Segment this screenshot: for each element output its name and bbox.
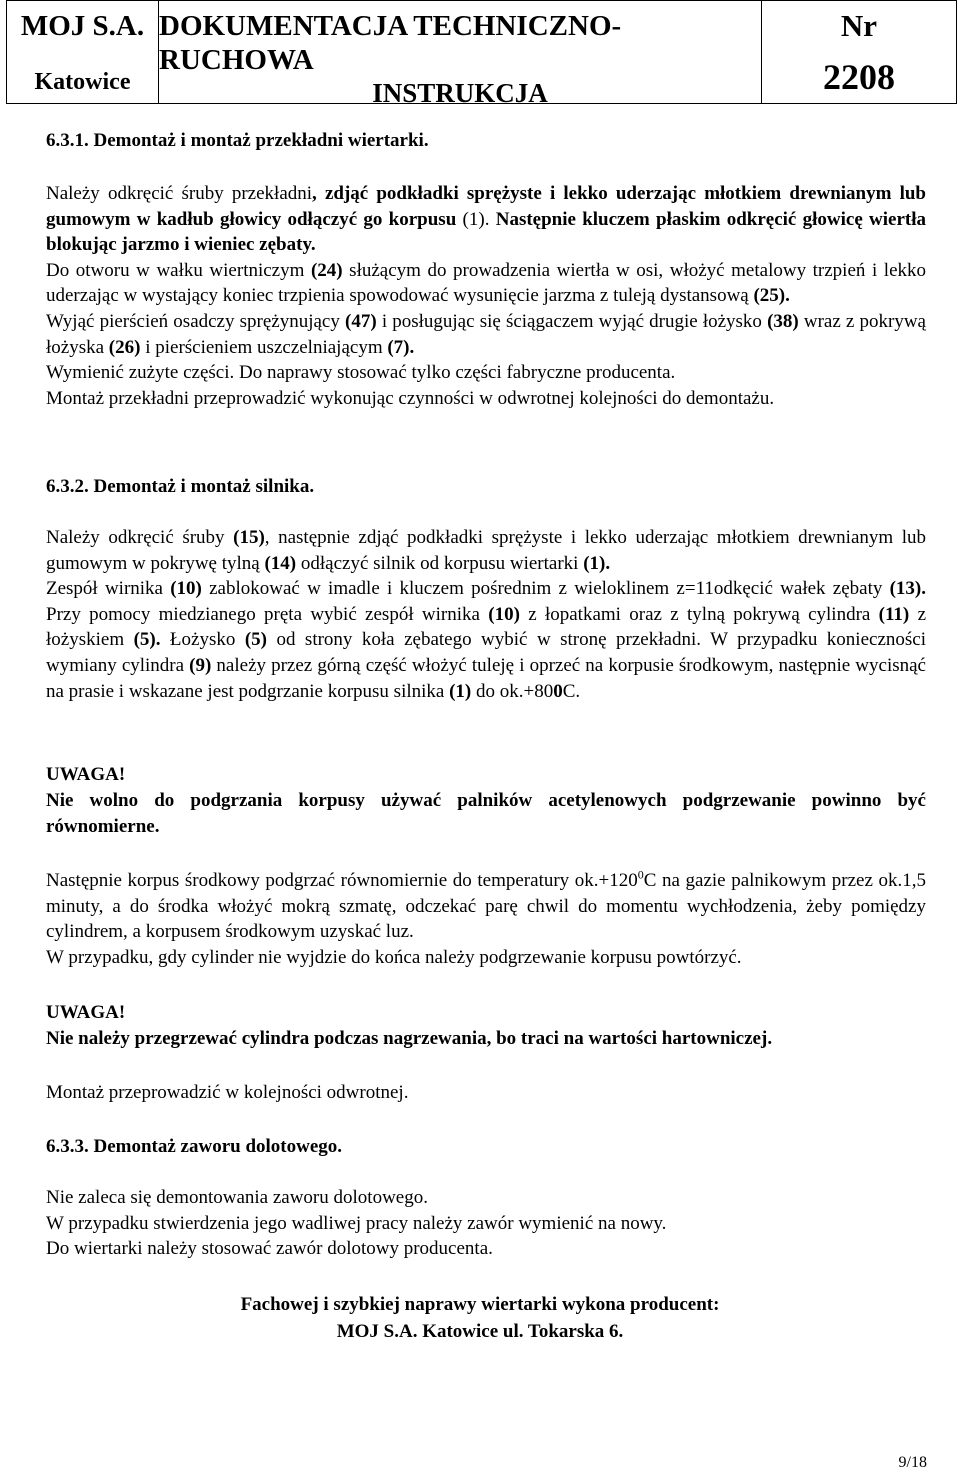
company-name: MOJ S.A. — [20, 10, 145, 42]
company-city: Katowice — [34, 69, 131, 95]
warning-label: UWAGA! — [46, 764, 126, 785]
document-header — [6, 0, 957, 108]
paragraph: Należy odkręcić śruby (15), następnie zdjąć podkładki sprężyste i lekko uderzając młotkiem drewnianym lub gumowym w pokrywę tylną (14) odłączyć silnik od korpusu wiertarki (1). — [46, 527, 926, 574]
warning-1 — [46, 762, 926, 840]
header-title-cell — [159, 1, 762, 108]
number-value: 2208 — [823, 57, 895, 97]
warning-text: Nie należy przegrzewać cylindra podczas nagrzewania, bo traci na wartości hartowniczej. — [46, 1028, 773, 1049]
page-number: 9/18 — [898, 1454, 927, 1471]
document-title: DOKUMENTACJA TECHNICZNO-RUCHOWA — [159, 10, 622, 76]
paragraph: Do otworu w wałku wiertniczym (24) służącym do prowadzenia wiertła w osi, włożyć metalowy trzpień i lekko uderzając w wystający koniec trzpienia spowodować wysunięcie jarzma z tuleją dystansową (25). — [46, 259, 926, 307]
paragraph: Wymienić zużyte części. Do naprawy stosować tylko części fabryczne producenta. — [46, 362, 676, 384]
paragraph: Montaż przeprowadzić w kolejności odwrotnej. — [46, 1082, 409, 1103]
warning-label: UWAGA! — [46, 1002, 126, 1023]
header-company-cell — [7, 1, 159, 103]
paragraph: Następnie korpus środkowy podgrzać równomiernie do temperatury $ok.+120^0C$ na gazie palnikowym przez ok.1,5 minuty, a do środka włożyć mokrą szmatę, odczekać parę chwil do momentu wychłodzenia, żeby pomiędzy cylindrem, a korpusem środkowym uzyskać luz. — [46, 867, 926, 943]
paragraph: Montaż przekładni przeprowadzić wykonując czynności w odwrotnej kolejności do demontażu. — [46, 387, 775, 409]
footer-line-2: MOJ S.A. Katowice ul. Tokarska 6. — [336, 1321, 624, 1342]
paragraph: Zespół wirnika (10) zablokować w imadle i kluczem pośrednim z wieloklinem z=11odkęcić wałek zębaty (13). Przy pomocy miedzianego pręta wybić zespół wirnika (10) z łopatkami oraz z tylną pokrywą cylindra (11) z łożyskiem (5). Łożysko (5) od strony koła zębatego wybić w stronę przekładni. W przypadku konieczności wymiany cylindra (9) należy przez górną część włożyć tuleję i oprzeć na korpusie środkowym, następnie wycisnąć na prasie i wskazane jest podgrzanie korpusu silnika (1) do ok.+800C. — [46, 578, 927, 702]
document-type: INSTRUKCJA — [372, 78, 548, 108]
section-633-body — [46, 1185, 926, 1262]
number-label: Nr — [840, 8, 878, 43]
section-632-body — [46, 525, 926, 704]
paragraph: Nie zaleca się demontowania zaworu dolotowego. — [46, 1187, 428, 1208]
section-631-title: 6.3.1. Demontaż i montaż przekładni wiertarki. — [46, 130, 429, 151]
header-number-cell — [762, 1, 956, 103]
section-631-body — [46, 181, 926, 411]
paragraph: Należy odkręcić śruby przekładni, zdjąć podkładki sprężyste i lekko uderzając młotkiem drewnianym lub gumowym w kadłub głowicy odłączyć go korpusu (1). Następnie kluczem płaskim odkręcić głowicę wiertła blokując jarzmo i wieniec zębaty. — [46, 183, 926, 256]
warning-text: Nie wolno do podgrzania korpusy używać palników acetylenowych podgrzewanie powinno być równomierne. — [46, 790, 926, 837]
section-632-title: 6.3.2. Demontaż i montaż silnika. — [46, 476, 315, 497]
section-633-title: 6.3.3. Demontaż zaworu dolotowego. — [46, 1136, 343, 1157]
footer-note — [0, 1291, 960, 1345]
section-632-closing — [46, 1080, 926, 1106]
warning-2 — [46, 1000, 926, 1052]
section-632-body-2 — [46, 868, 926, 970]
paragraph: W przypadku, gdy cylinder nie wyjdzie do końca należy podgrzewanie korpusu powtórzyć. — [46, 946, 742, 968]
paragraph: Do wiertarki należy stosować zawór dolotowy producenta. — [46, 1238, 493, 1260]
paragraph: Wyjąć pierścień osadczy sprężynujący (47) i posługując się ściągaczem wyjąć drugie łożysko (38) wraz z pokrywą łożyska (26) i pierścieniem uszczelniającym (7). — [46, 310, 926, 358]
paragraph: W przypadku stwierdzenia jego wadliwej pracy należy zawór wymienić na nowy. — [46, 1212, 667, 1234]
footer-line-1: Fachowej i szybkiej naprawy wiertarki wykona producent: — [240, 1294, 720, 1315]
